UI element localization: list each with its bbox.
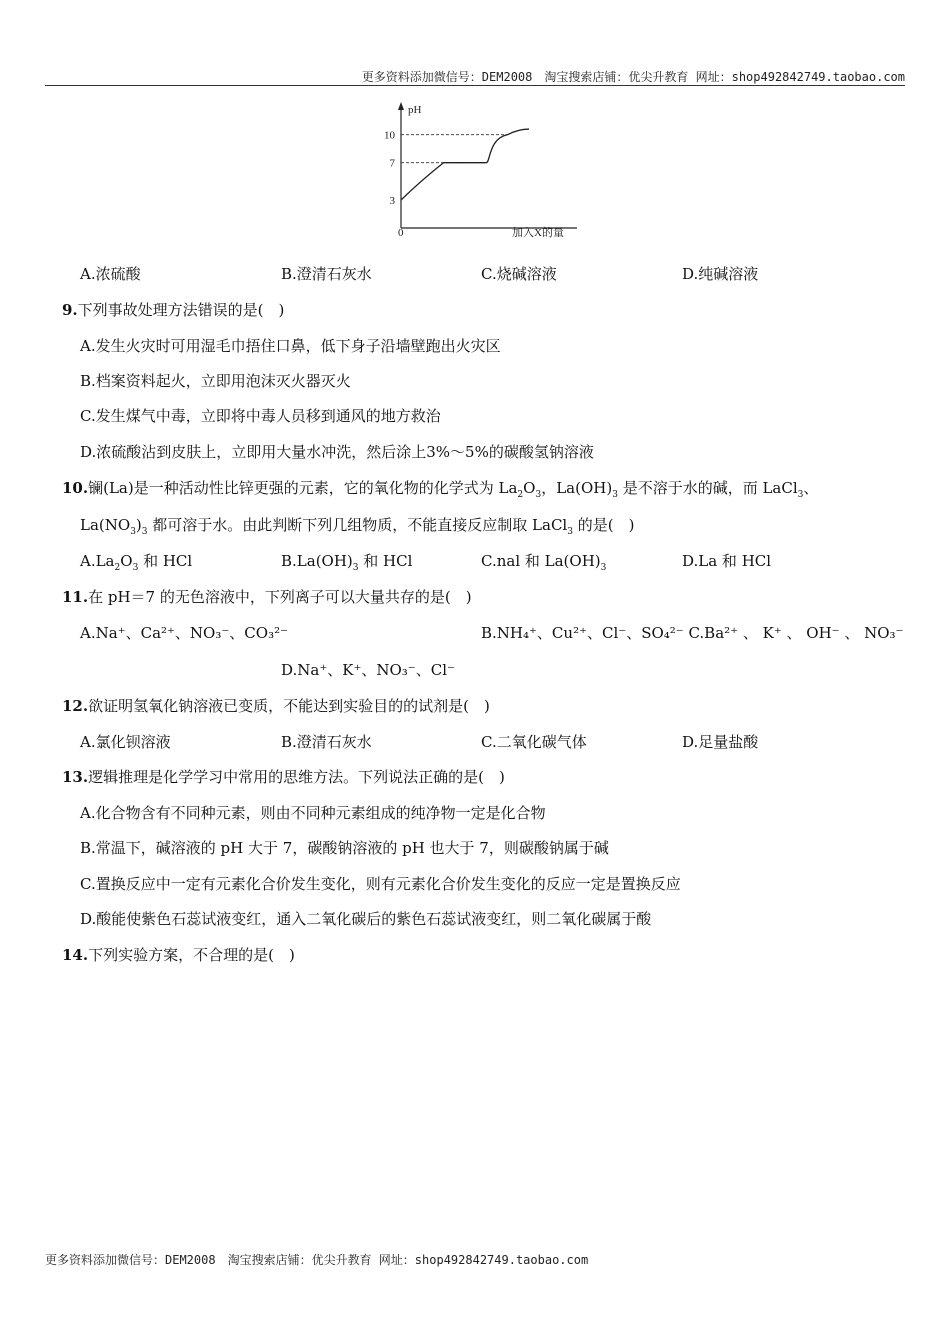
q10-option-d: D.La 和 HCl <box>682 552 772 570</box>
q9-stem: 9.下列事故处理方法错误的是( ) <box>62 301 285 319</box>
page-header: 更多资料添加微信号：DEM2008 淘宝搜索店铺：优尖升教育 网址：shop492842749.taobao.com <box>361 70 905 84</box>
y-tick-label: 10 <box>384 129 395 142</box>
q13-option-c: C.置换反应中一定有元素化合价发生变化，则有元素化合价发生变化的反应一定是置换反应 <box>80 875 681 893</box>
q10-option-b: $B.La(OH)_3$ 和 HCl <box>281 552 413 573</box>
q9-option-b: B.档案资料起火，立即用泡沫灭火器灭火 <box>80 372 351 390</box>
q13-stem: 13.逻辑推理是化学学习中常用的思维方法。下列说法正确的是( ) <box>62 768 505 786</box>
q10-number: 10. <box>62 479 89 497</box>
q8-option-b: B.澄清石灰水 <box>281 265 372 283</box>
y-tick-label: 7 <box>389 157 395 170</box>
q9-option-a: A.发生火灾时可用湿毛巾捂住口鼻，低下身子沿墙壁跑出火灾区 <box>80 337 501 355</box>
q13-option-a: A.化合物含有不同种元素，则由不同种元素组成的纯净物一定是化合物 <box>80 804 546 822</box>
ph-curve <box>401 129 529 200</box>
q10-stem-line1: 10.镧(La)是一种活动性比锌更强的元素，它的氧化物的化学式为 $La_2O_3$，$La(OH)_3$ 是不溶于水的碱，而 LaCl$_3$、 <box>62 479 819 500</box>
header-rule <box>45 85 905 86</box>
q9-option-c: C.发生煤气中毒，立即将中毒人员移到通风的地方救治 <box>80 407 441 425</box>
q14-stem: 14.下列实验方案，不合理的是( ) <box>62 946 295 964</box>
q12-stem: 12.欲证明氢氧化钠溶液已变质，不能达到实验目的的试剂是( ) <box>62 697 490 715</box>
y-tick-label: 3 <box>389 195 395 207</box>
ph-chart <box>362 98 592 246</box>
x-axis-label: 加入X的量 <box>512 227 564 239</box>
q10-option-c: C.nal 和 $La(OH)_3$ <box>481 552 607 573</box>
page-footer: 更多资料添加微信号：DEM2008 淘宝搜索店铺：优尖升教育 网址：shop492842749.taobao.com <box>45 1253 589 1267</box>
q9-option-d: D.浓硫酸沾到皮肤上，立即用大量水冲洗，然后涂上3%～5%的碳酸氢钠溶液 <box>80 443 594 461</box>
q12-option-d: D.足量盐酸 <box>682 733 759 751</box>
q10-option-a: $A.La_2O_3$ 和 HCl <box>80 552 193 573</box>
q11-option-bc: B.NH₄⁺、Cu²⁺、Cl⁻、SO₄²⁻ C.Ba²⁺ 、 K⁺ 、 OH⁻ 、 NO₃⁻ <box>481 624 904 642</box>
q12-option-b: B.澄清石灰水 <box>281 733 372 751</box>
q11-option-a: A.Na⁺、Ca²⁺、NO₃⁻、CO₃²⁻ <box>80 624 289 642</box>
q12-number: 12. <box>62 697 89 715</box>
q8-option-c: C.烧碱溶液 <box>481 265 557 283</box>
q8-option-d: D.纯碱溶液 <box>682 265 759 283</box>
q13-number: 13. <box>62 768 89 786</box>
q12-option-a: A.氯化钡溶液 <box>80 733 171 751</box>
y-axis-arrow <box>398 102 404 110</box>
origin-label: 0 <box>398 227 404 239</box>
q11-stem: 11.在 pH＝7 的无色溶液中，下列离子可以大量共存的是( ) <box>62 588 472 606</box>
q11-number: 11. <box>62 588 89 606</box>
y-axis-label: pH <box>408 104 422 116</box>
q13-option-b: B.常温下，碱溶液的 pH 大于 7，碳酸钠溶液的 pH 也大于 7，则碳酸钠属于碱 <box>80 839 609 857</box>
q14-number: 14. <box>62 946 89 964</box>
q9-number: 9. <box>62 301 78 319</box>
q13-option-d: D.酸能使紫色石蕊试液变红，通入二氧化碳后的紫色石蕊试液变红，则二氧化碳属于酸 <box>80 910 652 928</box>
q8-option-a: A.浓硫酸 <box>80 265 141 283</box>
q11-option-d: D.Na⁺、K⁺、NO₃⁻、Cl⁻ <box>281 661 455 679</box>
q12-option-c: C.二氧化碳气体 <box>481 733 587 751</box>
q10-stem-line2: $La(NO_3)_3$ 都可溶于水。由此判断下列几组物质，不能直接反应制取 LaCl$_3$ 的是( ) <box>80 516 635 537</box>
